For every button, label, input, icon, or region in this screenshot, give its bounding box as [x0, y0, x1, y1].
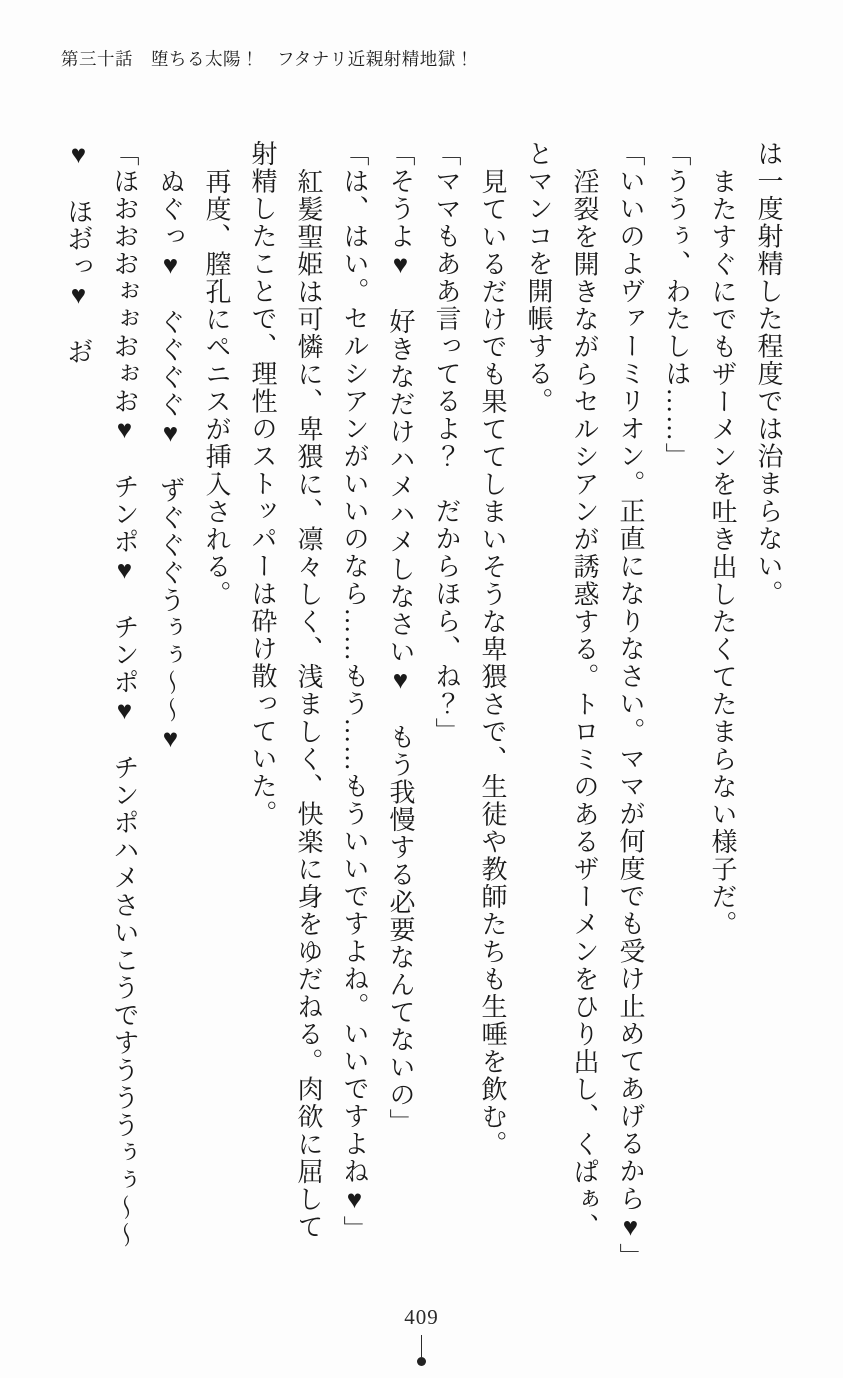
- page-number: 409: [404, 1305, 439, 1329]
- footer-ornament-dot: [417, 1357, 426, 1366]
- text-line: 「ほおおおぉぉおぉお♥ チンポ♥ チンポ♥ チンポハメさいこうですうううぅぅ〜〜: [110, 140, 139, 1249]
- text-line: ぬぐっ♥ ぐぐぐぐ♥ ずぐぐぐうぅぅ〜〜♥: [156, 167, 185, 754]
- chapter-header: 第三十話 堕ちる太陽！ フタナリ近親射精地獄！: [61, 49, 474, 69]
- text-line: 見ているだけでも果ててしまいそうな卑猥さで、生徒や教師たちも生唾を飲む。: [478, 167, 507, 1158]
- text-line: 射精したことで、理性のストッパーは砕け散っていた。: [248, 140, 277, 828]
- text-line: 淫裂を開きながらセルシアンが誘惑する。トロミのあるザーメンをひり出し、くぱぁ、: [570, 167, 599, 1240]
- text-line: とマンコを開帳する。: [524, 140, 553, 415]
- page-footer: [0, 1305, 843, 1366]
- text-line: 紅髪聖姫は可憐に、卑猥に、凛々しく、浅ましく、快楽に身をゆだねる。肉欲に屈して: [294, 167, 323, 1240]
- text-line: 「ううぅ、わたしは……」: [662, 140, 691, 470]
- text-line: 「そうよ♥ 好きなだけハメハメしなさい♥ もう我慢する必要なんてないの」: [386, 140, 415, 1136]
- text-line: ♥ ほお゙っ♥ お゙: [64, 140, 93, 366]
- footer-ornament-line: [421, 1335, 422, 1357]
- text-line: 再度、膣孔にペニスが挿入される。: [202, 167, 231, 608]
- text-line: は一度射精した程度では治まらない。: [754, 140, 783, 608]
- text-line: 「は、はい。セルシアンがいいのなら……もう……もういいですよね。いいですよね♥」: [340, 140, 369, 1243]
- text-line: 「ママもああ言ってるよ？ だからほら、ね？」: [432, 140, 461, 745]
- text-line: またすぐにでもザーメンを吐き出したくてたまらない様子だ。: [708, 167, 737, 938]
- text-line: 「いいのよヴァーミリオン。正直になりなさい。ママが何度でも受け止めてあげるから♥」: [616, 140, 645, 1271]
- body-text: [55, 140, 791, 1270]
